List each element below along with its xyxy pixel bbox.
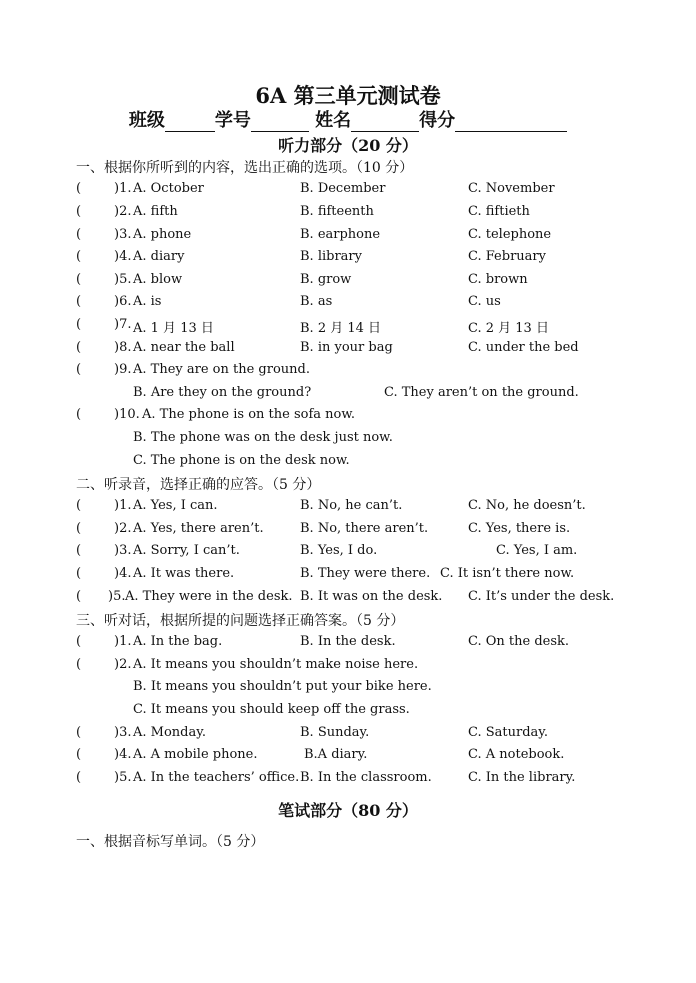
question-number: )3. bbox=[114, 543, 132, 558]
question-number: )4. bbox=[114, 249, 132, 264]
student-info-line bbox=[0, 106, 696, 132]
score-blank[interactable] bbox=[455, 113, 567, 132]
name-blank[interactable] bbox=[351, 113, 419, 132]
option-a: A. diary bbox=[133, 249, 185, 264]
option-b: B. They were there. bbox=[300, 566, 431, 581]
option-b: B. 2 月 14 日 bbox=[300, 321, 382, 336]
option-b: B. earphone bbox=[300, 227, 381, 242]
option-a: A. In the teachers’ office. bbox=[133, 770, 300, 785]
question-row bbox=[76, 634, 636, 656]
option-c: C. 2 月 13 日 bbox=[468, 321, 549, 336]
question-number: )8. bbox=[114, 340, 132, 355]
option-a: A. fifth bbox=[133, 204, 178, 219]
option-b: B. grow bbox=[300, 272, 352, 287]
question-row bbox=[76, 294, 636, 316]
answer-paren[interactable]: ( bbox=[76, 498, 82, 513]
answer-paren[interactable]: ( bbox=[76, 657, 82, 672]
question-row bbox=[76, 272, 636, 294]
id-label: 学号 bbox=[214, 110, 251, 131]
exam-title: 6A 第三单元测试卷 bbox=[255, 83, 441, 108]
question-row bbox=[76, 657, 636, 679]
answer-paren[interactable]: ( bbox=[76, 566, 82, 581]
question-number: )3. bbox=[114, 227, 132, 242]
option-b: B. It was on the desk. bbox=[300, 589, 443, 604]
question-number: )4. bbox=[114, 566, 132, 581]
option-b: B.A diary. bbox=[304, 747, 368, 762]
question-row bbox=[76, 340, 636, 362]
option-b: B. in your bag bbox=[300, 340, 393, 355]
answer-paren[interactable]: ( bbox=[76, 725, 82, 740]
option-c: C. telephone bbox=[468, 227, 552, 242]
option-b: B. It means you shouldn’t put your bike here. bbox=[133, 679, 432, 694]
option-a: A. Yes, there aren’t. bbox=[133, 521, 264, 536]
option-a: A. 1 月 13 日 bbox=[133, 321, 214, 336]
option-a: A. They were in the desk. bbox=[125, 589, 293, 604]
score-label: 得分 bbox=[419, 110, 456, 131]
option-c: C. brown bbox=[468, 272, 528, 287]
answer-paren[interactable]: ( bbox=[76, 634, 82, 649]
option-a: A. Sorry, I can’t. bbox=[133, 543, 240, 558]
option-a: A. is bbox=[133, 294, 162, 309]
question-row bbox=[76, 407, 636, 429]
option-c: C. November bbox=[468, 181, 555, 196]
option-a: A. In the bag. bbox=[133, 634, 223, 649]
answer-paren[interactable]: ( bbox=[76, 747, 82, 762]
part3-instruction: 三、听对话，根据所提的问题选择正确答案。（5 分） bbox=[76, 613, 405, 629]
answer-paren[interactable]: ( bbox=[76, 407, 82, 422]
option-a: A. Yes, I can. bbox=[133, 498, 218, 513]
question-number: )5. bbox=[114, 770, 132, 785]
question-row bbox=[76, 181, 636, 203]
option-b: B. December bbox=[300, 181, 386, 196]
option-b: B. No, there aren’t. bbox=[300, 521, 429, 536]
option-a: A. They are on the ground. bbox=[133, 362, 310, 377]
answer-paren[interactable]: ( bbox=[76, 340, 82, 355]
option-b: B. No, he can’t. bbox=[300, 498, 403, 513]
part2-instruction: 二、听录音，选择正确的应答。（5 分） bbox=[76, 477, 321, 493]
option-c: C. A notebook. bbox=[468, 747, 565, 762]
question-number: )2. bbox=[114, 521, 132, 536]
answer-paren[interactable]: ( bbox=[76, 249, 82, 264]
option-b: B. Are they on the ground? bbox=[133, 385, 312, 400]
question-number: )3. bbox=[114, 725, 132, 740]
answer-paren[interactable]: ( bbox=[76, 543, 82, 558]
question-number: )6. bbox=[114, 294, 132, 309]
question-row bbox=[76, 747, 636, 769]
question-row bbox=[76, 521, 636, 543]
option-c: C. They aren’t on the ground. bbox=[384, 385, 579, 400]
question-number: )7. bbox=[114, 317, 132, 332]
question-row bbox=[76, 770, 636, 792]
option-c: C. On the desk. bbox=[468, 634, 570, 649]
question-number: )2. bbox=[114, 657, 132, 672]
writing-heading: 笔试部分（80 分） bbox=[278, 801, 418, 820]
option-c: C. Yes, I am. bbox=[496, 543, 578, 558]
option-c: C. February bbox=[468, 249, 546, 264]
name-label: 姓名 bbox=[315, 110, 352, 131]
option-c: C. No, he doesn’t. bbox=[468, 498, 586, 513]
question-row bbox=[76, 498, 636, 520]
question-number: )4. bbox=[114, 747, 132, 762]
option-a: A. blow bbox=[133, 272, 183, 287]
question-number: )10. bbox=[114, 407, 140, 422]
option-b: B. In the desk. bbox=[300, 634, 396, 649]
answer-paren[interactable]: ( bbox=[76, 362, 82, 377]
part1-instruction: 一、根据你所听到的内容，选出正确的选项。（10 分） bbox=[76, 160, 414, 176]
question-row bbox=[76, 362, 636, 384]
question-row bbox=[76, 725, 636, 747]
option-a: A. phone bbox=[133, 227, 192, 242]
option-a: A. near the ball bbox=[133, 340, 235, 355]
option-c: C. It means you should keep off the grass. bbox=[133, 702, 410, 717]
option-a: A. A mobile phone. bbox=[133, 747, 258, 762]
answer-paren[interactable]: ( bbox=[76, 181, 82, 196]
option-c: C. Saturday. bbox=[468, 725, 549, 740]
question-row bbox=[76, 543, 636, 565]
option-a: A. It means you shouldn’t make noise here. bbox=[133, 657, 419, 672]
option-c: C. The phone is on the desk now. bbox=[133, 453, 350, 468]
answer-paren[interactable]: ( bbox=[76, 589, 82, 604]
option-b: B. fifteenth bbox=[300, 204, 374, 219]
question-number: )9. bbox=[114, 362, 132, 377]
question-number: )1. bbox=[114, 498, 132, 513]
option-b: B. Sunday. bbox=[300, 725, 370, 740]
question-number: )1. bbox=[114, 181, 132, 196]
answer-paren[interactable]: ( bbox=[76, 272, 82, 287]
option-b: B. as bbox=[300, 294, 333, 309]
question-row bbox=[76, 317, 636, 339]
option-a: A. October bbox=[133, 181, 204, 196]
question-row bbox=[76, 204, 636, 226]
option-b: B. In the classroom. bbox=[300, 770, 432, 785]
question-row bbox=[76, 589, 636, 611]
writing-part1-instruction: 一、根据音标写单词。（5 分） bbox=[76, 834, 265, 850]
option-a: A. The phone is on the sofa now. bbox=[142, 407, 356, 422]
question-number: )5. bbox=[108, 589, 126, 604]
answer-paren[interactable]: ( bbox=[76, 204, 82, 219]
option-c: C. It isn’t there now. bbox=[440, 566, 575, 581]
option-a: A. Monday. bbox=[133, 725, 206, 740]
answer-paren[interactable]: ( bbox=[76, 317, 82, 332]
option-a: A. It was there. bbox=[133, 566, 235, 581]
option-c: C. fiftieth bbox=[468, 204, 530, 219]
answer-paren[interactable]: ( bbox=[76, 770, 82, 785]
question-number: )2. bbox=[114, 204, 132, 219]
question-row bbox=[76, 227, 636, 249]
option-c: C. It’s under the desk. bbox=[468, 589, 615, 604]
class-blank[interactable] bbox=[165, 113, 215, 132]
option-b: B. The phone was on the desk just now. bbox=[133, 430, 393, 445]
option-c: C. us bbox=[468, 294, 501, 309]
option-b: B. Yes, I do. bbox=[300, 543, 378, 558]
answer-paren[interactable]: ( bbox=[76, 521, 82, 536]
question-row bbox=[76, 566, 636, 588]
option-c: C. Yes, there is. bbox=[468, 521, 571, 536]
answer-paren[interactable]: ( bbox=[76, 294, 82, 309]
question-number: )5. bbox=[114, 272, 132, 287]
id-blank[interactable] bbox=[251, 113, 309, 132]
answer-paren[interactable]: ( bbox=[76, 227, 82, 242]
question-row bbox=[76, 249, 636, 271]
option-c: C. under the bed bbox=[468, 340, 579, 355]
class-label: 班级 bbox=[128, 110, 165, 131]
question-number: )1. bbox=[114, 634, 132, 649]
listening-heading: 听力部分（20 分） bbox=[278, 136, 418, 155]
option-c: C. In the library. bbox=[468, 770, 576, 785]
option-b: B. library bbox=[300, 249, 362, 264]
